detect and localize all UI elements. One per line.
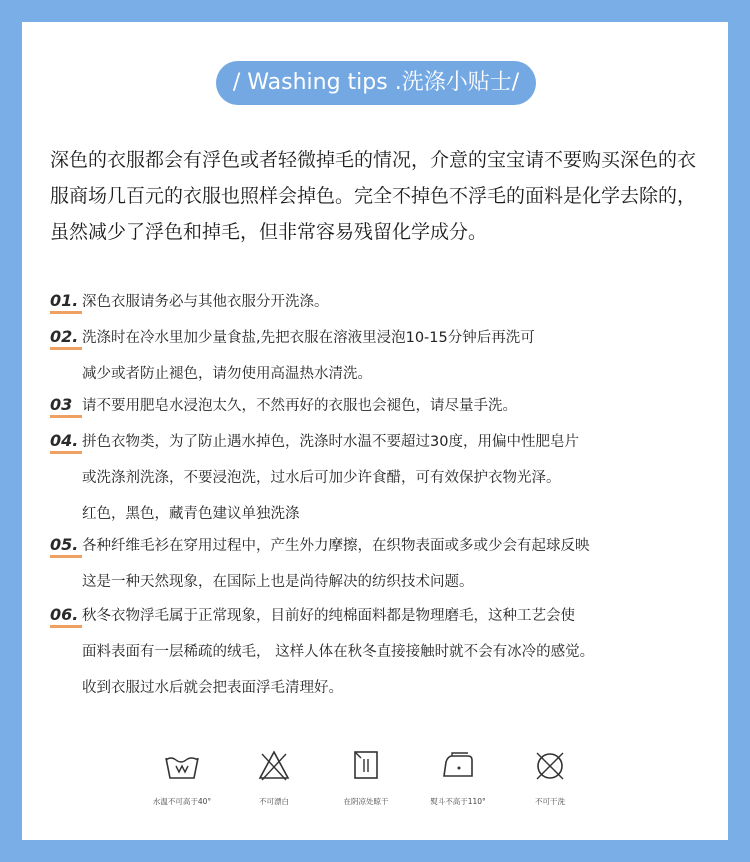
tip-item-03: [50, 388, 710, 424]
tip-item-02: [50, 320, 710, 392]
care-item-dryclean: [500, 748, 600, 807]
tip-line: 减少或者防止褪色，请勿使用高温热水清洗。: [82, 366, 372, 382]
tip-line: 秋冬衣物浮毛属于正常现象，目前好的纯棉面料都是物理磨毛，这种工艺会使: [82, 608, 575, 624]
care-item-dry: [316, 748, 416, 807]
tip-line: 红色，黑色，藏青色建议单独洗涤: [82, 506, 300, 522]
care-icons-row: [132, 748, 612, 818]
tip-number: 01.: [50, 291, 82, 314]
tip-item-06: [50, 598, 710, 706]
tip-number: 06.: [50, 605, 82, 628]
care-label: 不可漂白: [259, 797, 289, 806]
tip-line: 拼色衣物类，为了防止遇水掉色，洗涤时水温不要超过30度，用偏中性肥皂片: [82, 434, 579, 450]
tip-item-05: [50, 528, 710, 600]
tip-item-01: [50, 284, 710, 320]
care-item-wash: [132, 748, 232, 807]
iron-110-icon: [438, 748, 478, 784]
care-label: 水温不可高于40°: [152, 797, 212, 806]
content-card: [22, 22, 728, 840]
tip-number: 05.: [50, 535, 82, 558]
tip-number: 03: [50, 395, 82, 418]
shade-dry-icon: [346, 748, 386, 784]
intro-paragraph: 深色的衣服都会有浮色或者轻微掉毛的情况，介意的宝宝请不要购买深色的衣服商场几百元的衣服也照样会掉色。完全不掉色不浮毛的面料是化学去除的，虽然减少了浮色和掉毛，但非常容易残留化学成分。: [50, 149, 697, 243]
tip-item-04: [50, 424, 710, 532]
tip-number: 02.: [50, 327, 82, 350]
tip-line: 收到衣服过水后就会把表面浮毛清理好。: [82, 680, 343, 696]
care-label: 不可干洗: [535, 797, 565, 806]
tip-line: 各种纤维毛衫在穿用过程中，产生外力摩擦，在织物表面或多或少会有起球反映: [82, 538, 590, 554]
care-label: 在阴凉处晾干: [343, 797, 389, 806]
page-title: / Washing tips .洗涤小贴士/: [216, 61, 536, 105]
tip-number: 04.: [50, 431, 82, 454]
care-item-bleach: [224, 748, 324, 807]
wash-40-icon: [162, 748, 202, 784]
tip-line: 这是一种天然现象，在国际上也是尚待解决的纺织技术问题。: [82, 574, 474, 590]
tip-line: 面料表面有一层稀疏的绒毛， 这样人体在秋冬直接接触时就不会有冰冷的感觉。: [82, 644, 595, 660]
tip-line: 请不要用肥皂水浸泡太久，不然再好的衣服也会褪色，请尽量手洗。: [82, 398, 517, 414]
no-dry-clean-icon: [530, 748, 570, 784]
care-label: 熨斗不高于110°: [430, 797, 486, 806]
tip-line: 或洗涤剂洗涤，不要浸泡洗，过水后可加少许食醋，可有效保护衣物光泽。: [82, 470, 561, 486]
no-bleach-icon: [254, 748, 294, 784]
tip-line: 深色衣服请务必与其他衣服分开洗涤。: [82, 294, 329, 310]
care-item-iron: [408, 748, 508, 807]
tip-line: 洗涤时在冷水里加少量食盐,先把衣服在溶液里浸泡10-15分钟后再洗可: [82, 330, 535, 346]
